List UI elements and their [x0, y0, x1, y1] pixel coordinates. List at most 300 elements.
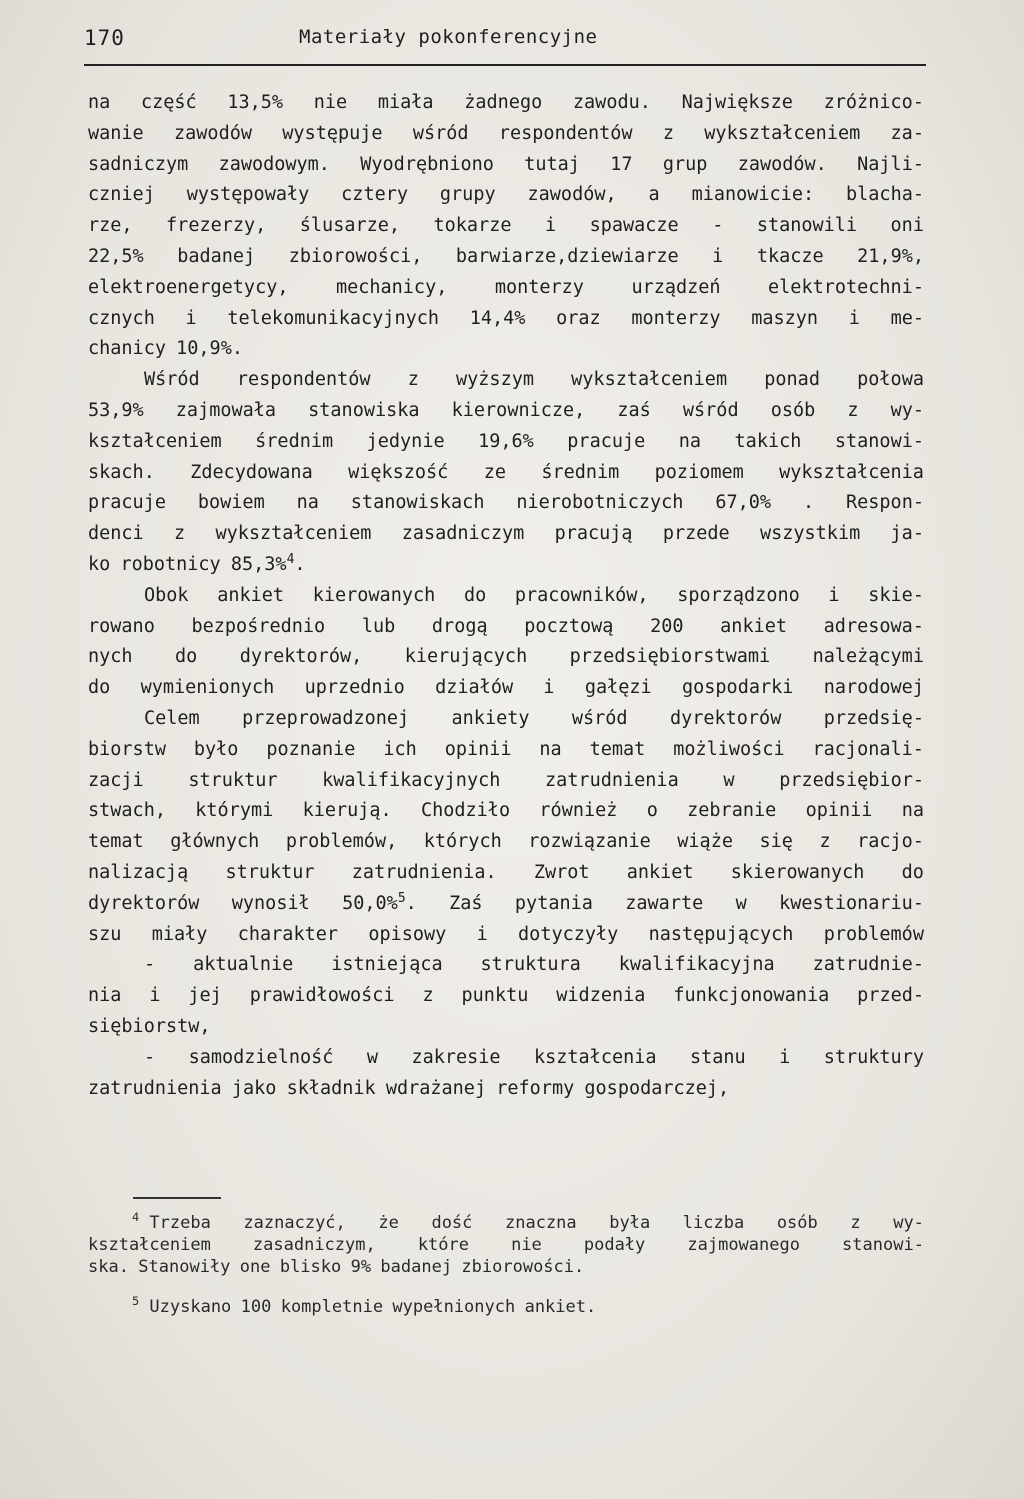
word: reformy	[496, 1077, 575, 1099]
word: blisko	[279, 1257, 342, 1277]
word: funkcjonowania	[673, 985, 830, 1007]
word: Chodziło	[420, 800, 511, 822]
word: tkacze	[756, 245, 824, 267]
word: i	[544, 215, 557, 237]
word: zbiorowości.	[461, 1257, 585, 1277]
word: ze	[483, 461, 506, 483]
word: ślusarze,	[299, 215, 401, 237]
word: opinii	[444, 738, 512, 760]
text-line	[88, 334, 924, 365]
word: zajmowanego	[687, 1235, 800, 1255]
word: 21,9%,	[857, 245, 924, 267]
word: charakter	[237, 923, 338, 945]
word: następujących	[648, 923, 794, 945]
word: do	[463, 584, 487, 606]
word: mianowicie:	[691, 184, 815, 206]
footnote-ref: 5	[397, 890, 406, 906]
word: ko	[88, 553, 111, 575]
word: z	[819, 831, 831, 853]
word: 19,6%	[478, 430, 534, 452]
word: nia	[88, 985, 122, 1007]
word: stanowili	[756, 215, 858, 237]
text-line	[88, 642, 924, 673]
word: temat	[88, 831, 144, 853]
word: zatrudnienia	[88, 1077, 222, 1099]
word: poznanie	[266, 738, 356, 760]
word: cztery	[341, 184, 408, 206]
word: nie	[511, 1235, 542, 1255]
text-line	[88, 858, 924, 889]
word: kierowanych	[312, 584, 436, 606]
word: zasadniczym,	[252, 1235, 376, 1255]
text-line	[88, 365, 924, 396]
word: kwestionariu-	[779, 892, 924, 914]
word: kształcenia	[534, 1046, 657, 1068]
word: one	[239, 1257, 271, 1277]
word: wśród	[682, 399, 739, 421]
word: robotnicy	[120, 553, 221, 575]
word: i	[848, 307, 860, 329]
word: sadniczym	[88, 153, 189, 175]
word: Celem	[144, 707, 200, 729]
word: których	[423, 831, 502, 853]
word: było	[193, 738, 239, 760]
word: pracuje	[567, 430, 646, 452]
word: zasadniczym	[401, 523, 525, 545]
word: maszyn	[751, 307, 819, 329]
word: Respon-	[846, 492, 924, 514]
word: na	[901, 800, 924, 822]
word: temat	[589, 738, 646, 760]
word: większość	[348, 461, 449, 483]
word: średnim	[255, 430, 334, 452]
word: w	[366, 1046, 378, 1068]
text-line	[88, 981, 924, 1012]
text-line	[88, 920, 924, 951]
text-line	[88, 273, 924, 304]
word: kierują.	[302, 800, 392, 822]
word: Największe	[681, 92, 793, 113]
word: 50,0%$^5$.	[342, 890, 417, 914]
word: ankiet.	[524, 1297, 597, 1317]
word: 53,9%	[88, 399, 144, 421]
word: opisowy	[368, 923, 447, 945]
word: z	[407, 369, 419, 391]
word: na	[539, 738, 562, 760]
word: była	[609, 1213, 651, 1233]
text-line	[88, 396, 924, 427]
word: 13,5%	[227, 92, 284, 113]
word: problemów	[823, 923, 924, 945]
word: kompletnie	[280, 1297, 384, 1317]
page-header	[84, 24, 924, 60]
footnote-line	[88, 1256, 924, 1278]
word: gałęzi	[584, 677, 652, 699]
word: z	[662, 122, 674, 144]
word: przede	[662, 523, 730, 545]
word: zatrudnie-	[812, 954, 924, 976]
word: stwach,	[88, 800, 166, 822]
word: wiąże	[677, 831, 733, 853]
word: frezerzy,	[166, 215, 267, 237]
word: kształceniem	[88, 430, 222, 452]
word: ankiety	[451, 707, 530, 729]
word: wdrażanej	[385, 1077, 487, 1099]
word: 200	[650, 615, 684, 637]
word: $^4$ Trzeba	[132, 1210, 211, 1233]
word: 85,3%$^4$.	[230, 551, 306, 575]
text-line	[88, 950, 924, 981]
text-line	[88, 242, 924, 273]
word: tutaj	[524, 153, 580, 175]
word: osób	[770, 399, 816, 421]
word: przed-	[857, 985, 924, 1007]
word: wykształceniem	[704, 122, 861, 144]
text-line	[88, 889, 924, 920]
word: 9%	[350, 1257, 372, 1277]
word: Obok	[144, 584, 189, 606]
word: struktur	[188, 769, 278, 791]
page-number: 170	[84, 26, 125, 50]
word: adresowa-	[823, 615, 924, 637]
word: za-	[890, 122, 924, 144]
word: gospodarczej,	[584, 1077, 730, 1099]
word: sporządzono	[677, 584, 800, 606]
footnote-marker: 4	[132, 1210, 140, 1225]
word: dyrektorów,	[239, 646, 363, 668]
word: widzenia	[556, 985, 646, 1007]
word: Zwrot	[533, 861, 590, 883]
word: elektrotechni-	[768, 276, 924, 298]
header-rule	[84, 64, 926, 66]
text-line	[88, 1074, 924, 1105]
word: 17	[610, 153, 633, 175]
word: możliwości	[673, 738, 785, 760]
word: połowa	[857, 369, 924, 391]
word: i	[828, 584, 840, 606]
word: .	[802, 492, 815, 514]
text-line	[88, 766, 924, 797]
word: którymi	[195, 800, 274, 822]
word: z	[850, 1213, 861, 1233]
word: struktura	[480, 954, 581, 976]
word: zawodów.	[737, 153, 827, 175]
word: Wyodrębniono	[360, 153, 494, 175]
word: składnik	[286, 1077, 376, 1099]
word: ankiet	[626, 861, 694, 883]
word: poziomem	[654, 461, 744, 483]
word: rze,	[88, 215, 133, 237]
word: do	[175, 646, 198, 668]
text-line	[88, 1043, 924, 1074]
word: miała	[377, 92, 434, 113]
word: wykształceniem	[571, 369, 728, 391]
word: monterzy	[494, 276, 584, 298]
word: zakresie	[411, 1046, 501, 1068]
word: wyższym	[456, 369, 534, 391]
text-line	[88, 211, 924, 242]
word: średnim	[541, 461, 620, 483]
word: zbiorowości,	[288, 245, 423, 267]
word: przedsię-	[823, 707, 924, 729]
word: 22,5%	[88, 245, 144, 267]
text-line	[88, 581, 924, 612]
text-line	[88, 673, 924, 704]
word: na	[678, 430, 702, 452]
footnote-marker: 5	[132, 1294, 140, 1309]
word: badanej	[380, 1257, 453, 1277]
word: że	[378, 1213, 399, 1233]
word: i	[779, 1046, 791, 1068]
word: racjo-	[857, 831, 924, 853]
word: znaczna	[505, 1213, 577, 1233]
word: bezpośrednio	[191, 615, 326, 637]
word: pocztową	[524, 615, 614, 637]
word: tokarze	[433, 215, 512, 237]
word: na	[296, 492, 319, 514]
word: pracowników,	[514, 584, 649, 606]
word: wy-	[890, 399, 924, 421]
word: szu	[88, 923, 122, 945]
body-text	[88, 88, 924, 1104]
word: grup	[662, 153, 708, 175]
footnote-ref: 4	[286, 551, 295, 567]
word: dotyczyły	[518, 923, 619, 945]
word: i	[149, 985, 161, 1007]
word: kierujących	[404, 646, 528, 668]
word: i	[712, 245, 724, 267]
text-line	[88, 612, 924, 643]
text-line	[88, 796, 924, 827]
word: przedsiębiorstwami	[569, 646, 771, 668]
word: głównych	[170, 831, 260, 853]
word: rozwiązanie	[528, 831, 651, 853]
word: telekomunikacyjnych	[227, 307, 439, 329]
word: przedsiębior-	[779, 769, 924, 791]
word: żadnego	[464, 92, 543, 113]
word: nie	[313, 92, 348, 113]
text-line	[88, 150, 924, 181]
word: pracują	[554, 523, 633, 545]
word: barwiarze,dziewiarze	[455, 245, 679, 267]
word: -	[144, 1046, 156, 1068]
word: samodzielność	[188, 1046, 334, 1068]
word: z	[847, 399, 859, 421]
word: oraz	[556, 307, 601, 329]
word: spawacze	[589, 215, 679, 237]
word: przeprowadzonej	[242, 707, 410, 729]
word: dyrektorów	[88, 892, 200, 914]
word: zacji	[88, 769, 144, 791]
word: zatrudnienia	[545, 769, 679, 791]
text-line	[88, 704, 924, 735]
word: Zaś	[449, 892, 483, 914]
word: z	[174, 523, 186, 545]
word: wanie	[88, 122, 144, 144]
word: respondentów	[236, 369, 371, 391]
word: istniejąca	[331, 954, 443, 976]
word: pracuje	[88, 492, 166, 514]
word: i	[543, 677, 555, 699]
word: się	[759, 831, 793, 853]
word: jej	[188, 985, 222, 1007]
word: prawidłowości	[249, 985, 395, 1007]
word: Wśród	[144, 369, 200, 391]
word: a	[648, 184, 660, 206]
word: zawodowym.	[218, 153, 330, 175]
word: denci	[88, 523, 144, 545]
word: zawarte	[625, 892, 704, 914]
word: oni	[890, 215, 924, 237]
text-line	[88, 827, 924, 858]
word: stanowi-	[834, 430, 924, 452]
word: struktur	[225, 861, 315, 883]
word: bowiem	[197, 492, 265, 514]
text-line	[88, 180, 924, 211]
word: jedynie	[366, 430, 445, 452]
word: $^5$ Uzyskano	[132, 1294, 232, 1317]
word: do	[88, 677, 111, 699]
running-head: Materiały pokonferencyjne	[299, 26, 598, 48]
word: zróżnico-	[823, 92, 924, 113]
word: w	[723, 769, 735, 791]
footnote-line	[88, 1296, 924, 1318]
word: zatrudnienia.	[351, 861, 497, 883]
text-line	[88, 735, 924, 766]
word: siębiorstw,	[88, 1015, 211, 1037]
word: stanu	[689, 1046, 746, 1068]
word: wśród	[412, 122, 469, 144]
word: skie-	[868, 584, 924, 606]
word: takich	[734, 430, 802, 452]
word: nych	[88, 646, 133, 668]
word: występuje	[282, 122, 383, 144]
word: ich	[383, 738, 417, 760]
word: nierobotniczych	[516, 492, 684, 514]
word: kwalifikacyjnych	[322, 769, 501, 791]
word: Stanowiły	[138, 1257, 231, 1277]
word: rowano	[88, 615, 155, 637]
word: i	[185, 307, 197, 329]
word: wynosił	[231, 892, 310, 914]
word: wykształceniem	[215, 523, 372, 545]
word: wymienionych	[140, 677, 275, 699]
word: występowały	[186, 184, 310, 206]
word: 10,9%.	[176, 338, 243, 360]
word: kwalifikacyjna	[618, 954, 775, 976]
text-line	[88, 304, 924, 335]
word: podały	[583, 1235, 646, 1255]
word: drogą	[431, 615, 488, 637]
word: ja-	[890, 523, 924, 545]
word: i	[476, 923, 488, 945]
word: 67,0%	[715, 492, 772, 514]
word: liczba	[682, 1213, 745, 1233]
word: racjonali-	[812, 738, 924, 760]
word: opinii	[805, 800, 873, 822]
word: osób	[776, 1213, 818, 1233]
word: monterzy	[631, 307, 721, 329]
word: cznych	[88, 307, 155, 329]
word: pytania	[514, 892, 593, 914]
word: o	[646, 800, 658, 822]
word: wszystkim	[759, 523, 861, 545]
word: struktury	[823, 1046, 924, 1068]
word: wy-	[893, 1213, 924, 1233]
word: -	[712, 215, 724, 237]
word: miały	[151, 923, 208, 945]
word: na	[88, 92, 111, 113]
word: urządzeń	[631, 276, 721, 298]
word: ankiet	[217, 584, 285, 606]
word: ponad	[764, 369, 820, 391]
text-line	[88, 88, 924, 119]
word: grupy	[439, 184, 496, 206]
word: badanej	[177, 245, 256, 267]
word: punktu	[461, 985, 529, 1007]
word: ska.	[88, 1257, 129, 1277]
word: me-	[890, 307, 924, 329]
word: Najli-	[857, 153, 924, 175]
word: 100	[240, 1297, 272, 1317]
word: mechanicy,	[335, 276, 448, 298]
text-line	[88, 488, 924, 519]
word: elektroenergetycy,	[88, 276, 289, 298]
word: dość	[431, 1213, 473, 1233]
word: również	[539, 800, 618, 822]
word: wykształcenia	[779, 461, 924, 483]
footnote-line	[88, 1212, 924, 1234]
word: gospodarki	[682, 677, 794, 699]
word: nalizacją	[88, 861, 189, 883]
word: do	[901, 861, 924, 883]
word: lub	[361, 615, 396, 637]
word: kształceniem	[88, 1235, 211, 1255]
word: blacha-	[846, 184, 924, 206]
word: zawodu.	[572, 92, 651, 113]
word: uprzednio	[304, 677, 405, 699]
text-line	[88, 119, 924, 150]
word: aktualnie	[193, 954, 294, 976]
text-line	[88, 458, 924, 489]
word: -	[144, 954, 156, 976]
word: jako	[231, 1077, 277, 1099]
word: zaś	[617, 399, 651, 421]
word: część	[140, 92, 197, 113]
word: kierownicze,	[451, 399, 586, 421]
word: ankiet	[720, 615, 787, 637]
footnote-rule	[133, 1197, 221, 1199]
word: dyrektorów	[669, 707, 782, 729]
text-line	[88, 1012, 924, 1043]
word: które	[417, 1235, 469, 1255]
word: zajmowała	[175, 399, 277, 421]
word: Zdecydowana	[190, 461, 313, 483]
word: chanicy	[88, 338, 166, 360]
word: w	[735, 892, 747, 914]
footnotes	[88, 1212, 924, 1318]
word: stanowiskach	[350, 492, 485, 514]
word: z	[422, 985, 434, 1007]
word: zawodów,	[527, 184, 617, 206]
word: narodowej	[823, 677, 924, 699]
word: wśród	[571, 707, 628, 729]
text-line	[88, 519, 924, 550]
word: zebranie	[687, 800, 777, 822]
text-line	[88, 427, 924, 458]
word: stanowi-	[842, 1235, 924, 1255]
word: czniej	[88, 184, 155, 206]
